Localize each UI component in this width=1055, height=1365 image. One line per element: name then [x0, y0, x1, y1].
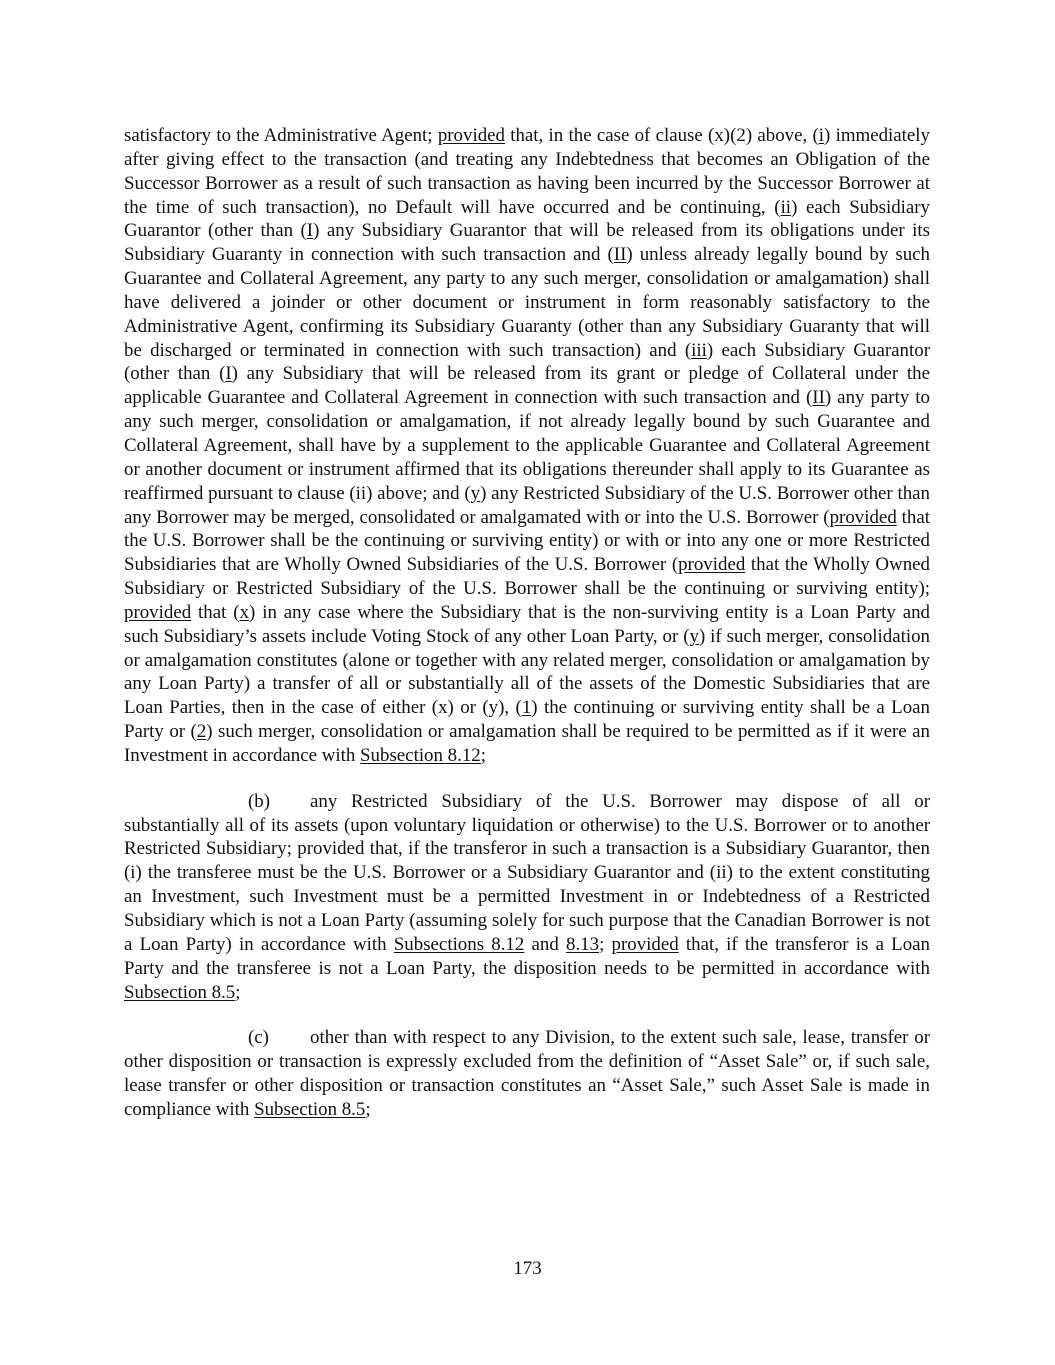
subsection-reference: 8.13 [566, 933, 600, 955]
page-number: 173 [513, 1258, 542, 1279]
text-run: any Restricted Subsidiary of the U.S. Borrower may dispose of all or substantially all of its assets (upon voluntary liquidation or otherwise) to the U.S. Borrower or to another Restricted Subsidiary; provided that, if the transferor in such a transaction is a Subsidiary Guarantor, then (i) the transferee must be the U.S. Borrower or a Subsidiary Guarantor and (ii) to the extent constituting an Investment, such Investment must be a permitted Investment in or Indebtedness of a Restricted Subsidiary which is not a Loan Party (assuming solely for such purpose that the Canadian Borrower is not a Loan Party) in accordance with [124, 790, 930, 955]
text-run: ) each Subsidiary Guarantor (other than ( [124, 196, 931, 242]
text-run: satisfactory to the Administrative Agent; [124, 125, 438, 146]
subsection-reference: Subsection 8.5 [254, 1098, 366, 1120]
text-run: ) such merger, consolidation or amalgamation shall be required to be permitted as if it were an Investment in accordance with [124, 721, 930, 766]
paragraph-b [124, 790, 930, 1005]
paragraph-c [124, 1026, 930, 1121]
underlined-term: provided [829, 506, 897, 528]
clause-label: (c) [248, 1027, 269, 1049]
text-run: ) if such merger, consolidation or amalgamation constitutes (alone or together with any related merger, consolidation or amalgamation by any Loan Party) a transfer of all or substantially all of the assets of the Domestic Subsidiaries that are Loan Parties, then in the case of either (x) or (y), ( [124, 625, 931, 719]
text-run: that the U.S. Borrower shall be the continuing or surviving entity) or with or into any one or more Restricted Subsidiaries that are Wholly Owned Subsidiaries of the U.S. Borrower ( [124, 506, 930, 576]
text-run: ) any Subsidiary that will be released from its grant or pledge of Collateral under the applicable Guarantee and Collateral Agreement in connection with such transaction and ( [124, 363, 930, 409]
text-run: ; [365, 1098, 371, 1120]
text-run: ) immediately after giving effect to the transaction (and treating any Indebtedness that becomes an Obligation of the Successor Borrower as a result of such transaction as having been incurred by the Successor Borrower at the time of such transaction), no Default will have occurred and be continuing, ( [124, 125, 930, 218]
text-run: ) the continuing or surviving entity shall be a Loan Party or ( [124, 697, 930, 743]
paragraph-a-continuation [124, 124, 930, 768]
text-run: that, if the transferor is a Loan Party and the transferee is not a Loan Party, the disposition needs to be permitted in accordance with [124, 933, 930, 979]
text-run: and [524, 933, 567, 955]
text-run: ) any party to any such merger, consolidation or amalgamation, if not already legally bound by such Guarantee and Collateral Agreement, shall have by a supplement to the applicable Guarantee and Collateral Agreement or another document or instrument affirmed that its obligations thereunder shall apply to its Guarantee as reaffirmed pursuant to clause (ii) above; and ( [124, 387, 930, 504]
text-run: other than with respect to any Division, to the extent such sale, lease, transfer or other disposition or transaction is expressly excluded from the definition of “Asset Sale” or, if such sale, lease transfer or other disposition or transaction constitutes an “Asset Sale,” such Asset Sale is made in compliance with [124, 1027, 930, 1120]
underlined-clause-marker: I [306, 220, 314, 242]
subsection-reference: Subsection 8.5 [124, 981, 236, 1003]
text-run: ) any Restricted Subsidiary of the U.S. Borrower other than any Borrower may be merged, consolidated or amalgamated with or into the U.S. Borrower ( [124, 482, 930, 528]
underlined-clause-marker: 1 [521, 697, 532, 719]
text-run: ; [235, 981, 241, 1003]
subsection-reference: Subsection 8.12 [360, 744, 481, 766]
text-run: ) in any case where the Subsidiary that is the non-surviving entity is a Loan Party and such Subsidiary’s assets include Voting Stock of any other Loan Party, or ( [124, 601, 930, 647]
underlined-clause-marker: y [689, 625, 699, 647]
underlined-clause-marker: 2 [196, 721, 207, 743]
underlined-term: provided [678, 554, 746, 576]
text-run: ; [599, 933, 612, 955]
document-body [124, 124, 930, 1122]
text-run: that ( [191, 601, 240, 623]
text-run: ) each Subsidiary Guarantor (other than ( [124, 339, 930, 385]
underlined-clause-marker: II [613, 244, 627, 266]
underlined-clause-marker: iii [691, 339, 707, 361]
underlined-clause-marker: i [818, 125, 825, 146]
subsection-reference: Subsections 8.12 [393, 933, 525, 955]
text-run: ; [480, 744, 486, 766]
clause-label: (b) [248, 790, 271, 812]
text-run: ) any Subsidiary Guarantor that will be released from its obligations under its Subsidiary Guaranty in connection with such transaction and ( [124, 220, 930, 266]
underlined-clause-marker: II [812, 387, 825, 409]
underlined-term: provided [437, 125, 505, 146]
underlined-term: provided [124, 601, 192, 623]
underlined-clause-marker: y [470, 482, 481, 504]
underlined-clause-marker: x [239, 601, 250, 623]
underlined-term: provided [611, 933, 679, 955]
underlined-clause-marker: I [225, 363, 232, 385]
underlined-clause-marker: ii [780, 196, 792, 218]
text-run: that, in the case of clause (x)(2) above, ( [504, 125, 819, 146]
text-run: ) unless already legally bound by such Guarantee and Collateral Agreement, any party to any such merger, consolidation or amalgamation) shall have delivered a joinder or other document or instrument in form reasonably satisfactory to the Administrative Agent, confirming its Subsidiary Guaranty (other than any Subsidiary Guaranty that will be discharged or terminated in connection with such transaction) and ( [124, 244, 930, 361]
text-run: that the Wholly Owned Subsidiary or Restricted Subsidiary of the U.S. Borrower shall be the continuing or surviving entity); [124, 554, 930, 600]
